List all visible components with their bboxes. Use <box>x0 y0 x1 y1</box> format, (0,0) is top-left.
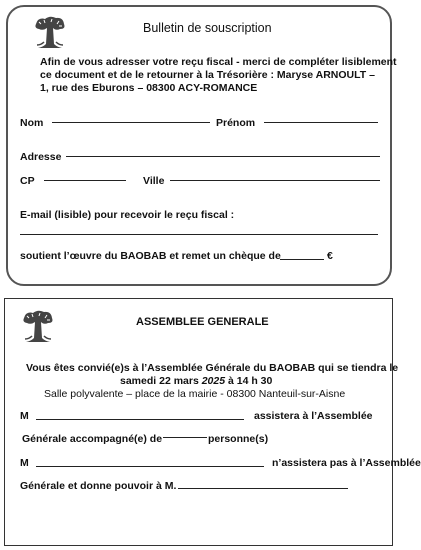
bulletin-intro-line1: Afin de vous adresser votre reçu fiscal - merci de compléter lisiblement <box>40 56 397 68</box>
pouvoir-name-field[interactable] <box>178 488 348 489</box>
bulletin-intro-line3: 1, rue des Eburons – 08300 ACY-ROMANCE <box>40 82 258 94</box>
assembly-invite-date <box>120 375 272 387</box>
ville-field[interactable] <box>170 180 380 181</box>
soutien-text: soutient l’œuvre du BAOBAB et remet un chèque de <box>20 250 281 262</box>
m1-name-field[interactable] <box>36 419 244 420</box>
m1-label: M <box>20 410 29 422</box>
nom-label: Nom <box>20 117 44 129</box>
baobab-tree-icon <box>32 14 68 50</box>
prenom-field[interactable] <box>264 122 378 123</box>
currency-symbol: € <box>327 250 333 262</box>
prenom-label: Prénom <box>216 117 256 129</box>
assembly-year: 2025 <box>201 375 226 387</box>
cp-label: CP <box>20 175 35 187</box>
baobab-tree-icon <box>20 308 56 344</box>
email-field[interactable] <box>20 234 378 235</box>
assembly-time: à 14 h 30 <box>225 375 273 387</box>
accompagne-label: Générale accompagné(e) de <box>22 433 163 445</box>
assembly-title: ASSEMBLEE GENERALE <box>136 316 269 328</box>
general-assembly-card <box>4 298 393 546</box>
cp-field[interactable] <box>44 180 126 181</box>
nassistera-text: n’assistera pas à l’Assemblée <box>272 457 421 469</box>
email-label: E-mail (lisible) pour recevoir le reçu fiscal : <box>20 209 235 221</box>
bulletin-intro-line2: ce document et de le retourner à la Trésorière : Maryse ARNOULT – <box>40 69 375 81</box>
adresse-label: Adresse <box>20 151 62 163</box>
ville-label: Ville <box>143 175 165 187</box>
assembly-date-prefix: samedi 22 mars <box>120 375 202 387</box>
assembly-invite-line1: Vous êtes convié(e)s à l’Assemblée Générale du BAOBAB qui se tiendra le <box>26 362 399 374</box>
bulletin-title: Bulletin de souscription <box>143 21 272 35</box>
adresse-field[interactable] <box>66 156 380 157</box>
pouvoir-label: Générale et donne pouvoir à M. <box>20 480 177 492</box>
assistera-text: assistera à l’Assemblée <box>254 410 373 422</box>
cheque-amount-field[interactable] <box>280 259 324 260</box>
assembly-location: Salle polyvalente – place de la mairie - 08300 Nanteuil-sur-Aisne <box>44 388 346 400</box>
m2-name-field[interactable] <box>36 466 264 467</box>
accompagne-count-field[interactable] <box>163 437 207 438</box>
m2-label: M <box>20 457 29 469</box>
nom-field[interactable] <box>52 122 210 123</box>
personnes-text: personne(s) <box>208 433 269 445</box>
